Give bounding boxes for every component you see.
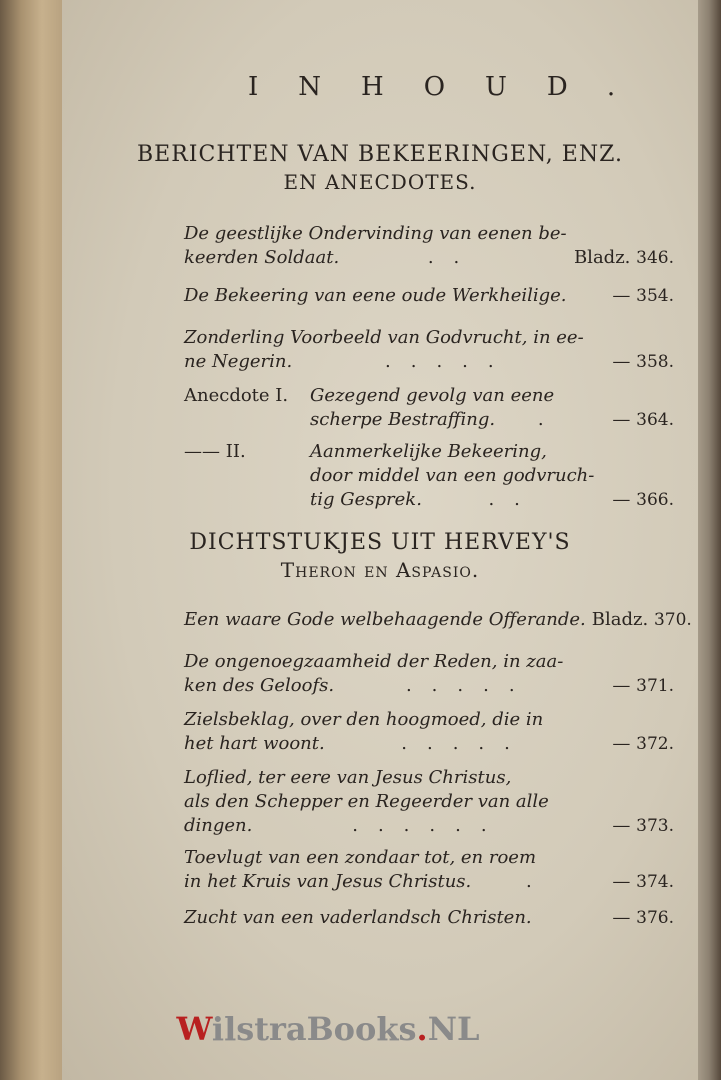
toc-entry: Toevlugt van een zondaar tot, en roem in het Kruis van Jesus Christus. . — 374.: [184, 847, 674, 892]
page-number: 372.: [636, 734, 674, 754]
toc-entry: Loflied, ter eere van Jesus Christus, als den Schepper en Regeerder van alle dingen. ...... — 373.: [184, 767, 674, 836]
page-title: INHOUD.: [248, 72, 656, 102]
toc-entry: De geestlijke Ondervinding van eenen be- keerden Soldaat. .. Bladz. 346.: [184, 223, 674, 268]
book-page: [62, 0, 698, 1080]
toc-entry: Een waare Gode welbehaagende Offerande. Bladz. 370.: [184, 609, 692, 630]
toc-entry: Zucht van een vaderlandsch Christen. — 376.: [184, 907, 674, 928]
section-subtitle-anecdotes: EN ANECDOTES.: [283, 170, 477, 194]
toc-entry: De Bekeering van eene oude Werkheilige. — 354.: [184, 285, 674, 306]
page-number: 370.: [653, 610, 692, 630]
page-number: 366.: [636, 490, 674, 510]
section-title-berichten: BERICHTEN VAN BEKEERINGEN, ENZ.: [137, 142, 623, 167]
toc-entry-anecdote-2: —— II. Aanmerkelijke Bekeering, door middel van een godvruch- tig Gesprek. .. — 366.: [184, 441, 674, 510]
toc-entry: Zonderling Voorbeeld van Godvrucht, in ee- ne Negerin. ..... — 358.: [184, 327, 674, 372]
page-number: 364.: [636, 410, 674, 430]
page-number: 346.: [636, 248, 674, 268]
page-number: 373.: [636, 816, 674, 836]
toc-entry: Zielsbeklag, over den hoogmoed, die in het hart woont. ..... — 372.: [184, 709, 674, 754]
book-spine-edge: [0, 0, 70, 1080]
toc-entry: De ongenoegzaamheid der Reden, in zaa- ken des Geloofs. ..... — 371.: [184, 651, 674, 696]
toc-entry-anecdote-1: Anecdote I. Gezegend gevolg van eene scherpe Bestraffing. . — 364.: [184, 385, 674, 430]
page-number: 354.: [636, 286, 674, 306]
watermark-logo: WilstraBooks.NL: [176, 1010, 480, 1048]
section-title-dichtstukjes: DICHTSTUKJES UIT HERVEY'S: [189, 530, 571, 555]
page-number: 374.: [636, 872, 674, 892]
section-subtitle-theron: Theron en Aspasio.: [280, 558, 480, 582]
page-number: 358.: [636, 352, 674, 372]
page-number: 376.: [636, 908, 674, 928]
page-number: 371.: [636, 676, 674, 696]
